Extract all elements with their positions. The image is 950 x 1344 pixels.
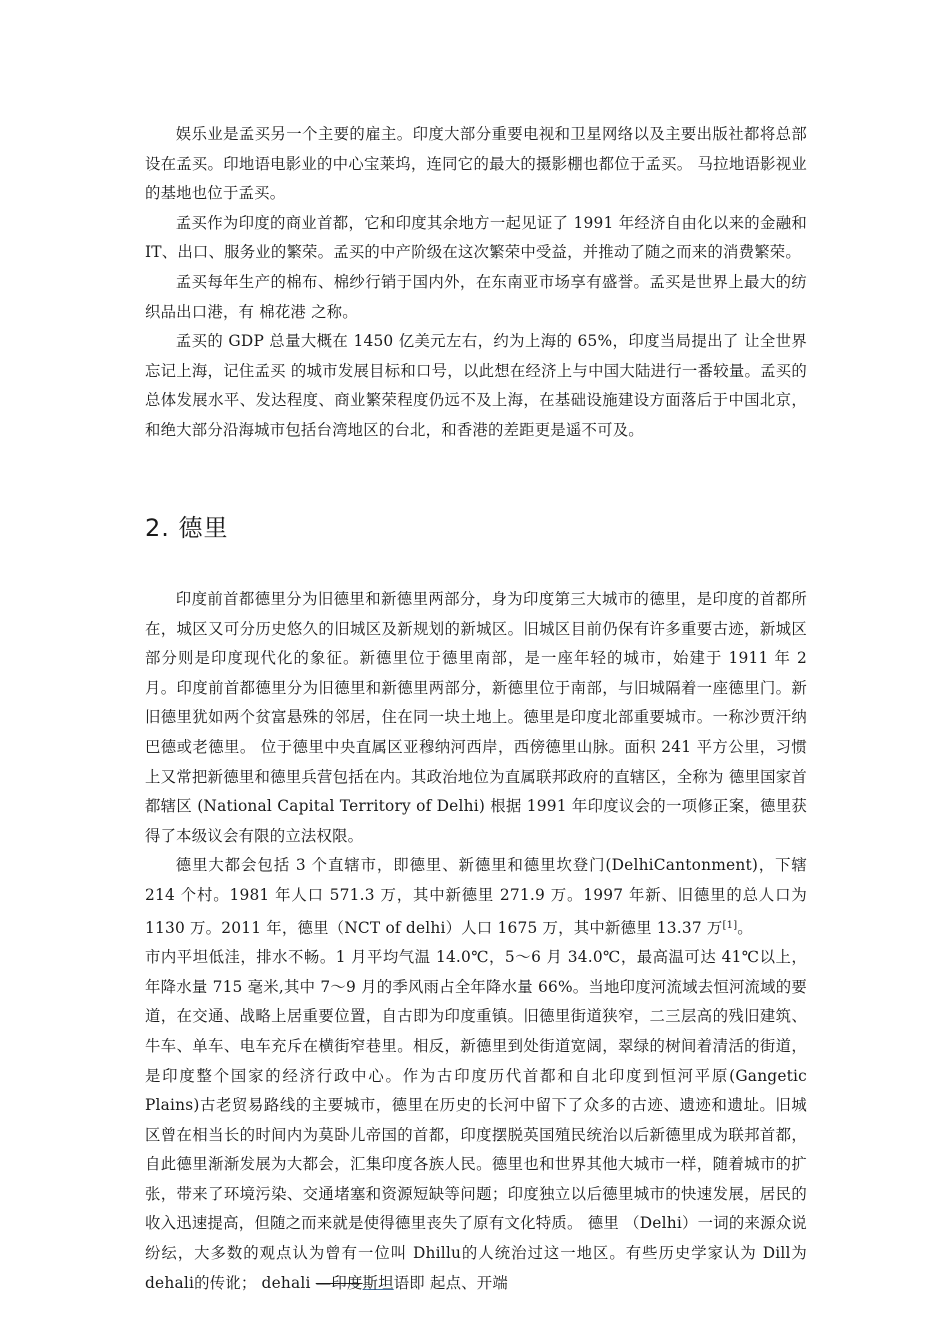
paragraph-gdp: 孟买的 GDP 总量大概在 1450 亿美元左右，约为上海的 65%，印度当局提出了 让全世界忘记上海，记住孟买 的城市发展目标和口号，以此想在经济上与中国大陆进行一番较量。孟买的总体发展水平、发达程度、商业繁荣程度仍远不及上海，在基础设施建设方面落后于中国北京，和绝大部分沿海城市包括台湾地区的台北，和香港的差距更是遥不可及。 [145,332,807,439]
paragraph-commercial-capital: 孟买作为印度的商业首都，它和印度其余地方一起见证了 1991 年经济自由化以来的金融和 IT、出口、服务业的繁荣。孟买的中产阶级在这次繁荣中受益，并推动了随之而来的消费繁荣。 [145,213,807,262]
strikethrough-text: —印度 [315,1273,363,1292]
paragraph-textile: 孟买每年生产的棉布、棉纱行销于国内外，在东南亚市场享有盛誉。孟买是世界上最大的纺织品出口港，有 棉花港 之称。 [145,272,807,321]
population-end: 。 [737,918,753,937]
climate-history-text: 市内平坦低洼，排水不畅。1 月平均气温 14.0℃，5～6 月 34.0℃，最高温可达 41℃以上，年降水量 715 毫米,其中 7～9 月的季风雨占全年降水量 66%。当地印度河流域去恒河流域的要道，在交通、战略上居重要位置，自古即为印度重镇。旧德里街道狭窄，二三层高的残旧建筑、牛车、单车、电车充斥在横街窄巷里。相反，新德里到处街道宽阔，翠绿的树间着清活的街道，是印度整个国家的经济行政中心。作为古印度历代首都和自北印度到恒河平原(Gangetic Plains)古老贸易路线的主要城市，德里在历史的长河中留下了众多的古迹、遗迹和遗址。旧城区曾在相当长的时间内为莫卧儿帝国的首都，印度摆脱英国殖民统治以后新德里成为联邦首都，自此德里渐渐发展为大都会，汇集印度各族人民。德里也和世界其他大城市一样，随着城市的扩张，带来了环境污染、交通堵塞和资源短缺等问题；印度独立以后德里城市的快速发展，居民的收入迅速提高，但随之而来就是使得德里丧失了原有文化特质。 德里 （Delhi）一词的来源众说纷纭，大多数的观点认为曾有一位叫 Dhillu的人统治过这一地区。有些历史学家认为 Dill为 dehali的传讹； dehali [145,948,807,1292]
citation-link[interactable]: [1] [722,919,738,931]
population-text: 德里大都会包括 3 个直辖市，即德里、新德里和德里坎登门(DelhiCantonment)，下辖 214 个村。1981 年人口 571.3 万，其中新德里 271.9 万。1997 年新、旧德里的总人口为 1130 万。2011 年，德里（NCT of delhi）人口 1675 万，其中新德里 13.37 万 [145,856,807,937]
section-heading-delhi: 2. 德里 [145,514,229,542]
paragraph-delhi-climate-history [145,943,807,1298]
paragraph-delhi-intro: 印度前首都德里分为旧德里和新德里两部分，身为印度第三大城市的德里，是印度的首都所在，城区又可分历史悠久的旧城区及新规划的新城区。旧城区目前仍保有许多重要古迹，新城区部分则是印度现代化的象征。新德里位于德里南部，是一座年轻的城市，始建于 1911 年 2 月。印度前首都德里分为旧德里和新德里两部分，新德里位于南部，与旧城隔着一座德里门。新旧德里犹如两个贫富悬殊的邻居，住在同一块土地上。德里是印度北部重要城市。一称沙贾汗纳巴德或老德里。 位于德里中央直属区亚穆纳河西岸，西傍德里山脉。面积 241 平方公里，习惯上又常把新德里和德里兵营包括在内。其政治地位为直属联邦政府的直辖区，全称为 德里国家首都辖区 (National Capital Territory of Delhi) 根据 1991 年印度议会的一项修正案，德里获得了本级议会有限的立法权限。 [145,590,807,845]
section-mumbai-text [145,120,807,446]
section-delhi-text [145,585,807,1298]
paragraph-delhi-population [145,851,807,943]
climate-history-tail: 语即 起点、开端 [393,1273,508,1292]
underlined-text: 斯坦 [362,1273,394,1292]
paragraph-entertainment: 娱乐业是孟买另一个主要的雇主。印度大部分重要电视和卫星网络以及主要出版社都将总部设在孟买。印地语电影业的中心宝莱坞，连同它的最大的摄影棚也都位于孟买。 马拉地语影视业的基地也位于孟买。 [145,125,807,203]
